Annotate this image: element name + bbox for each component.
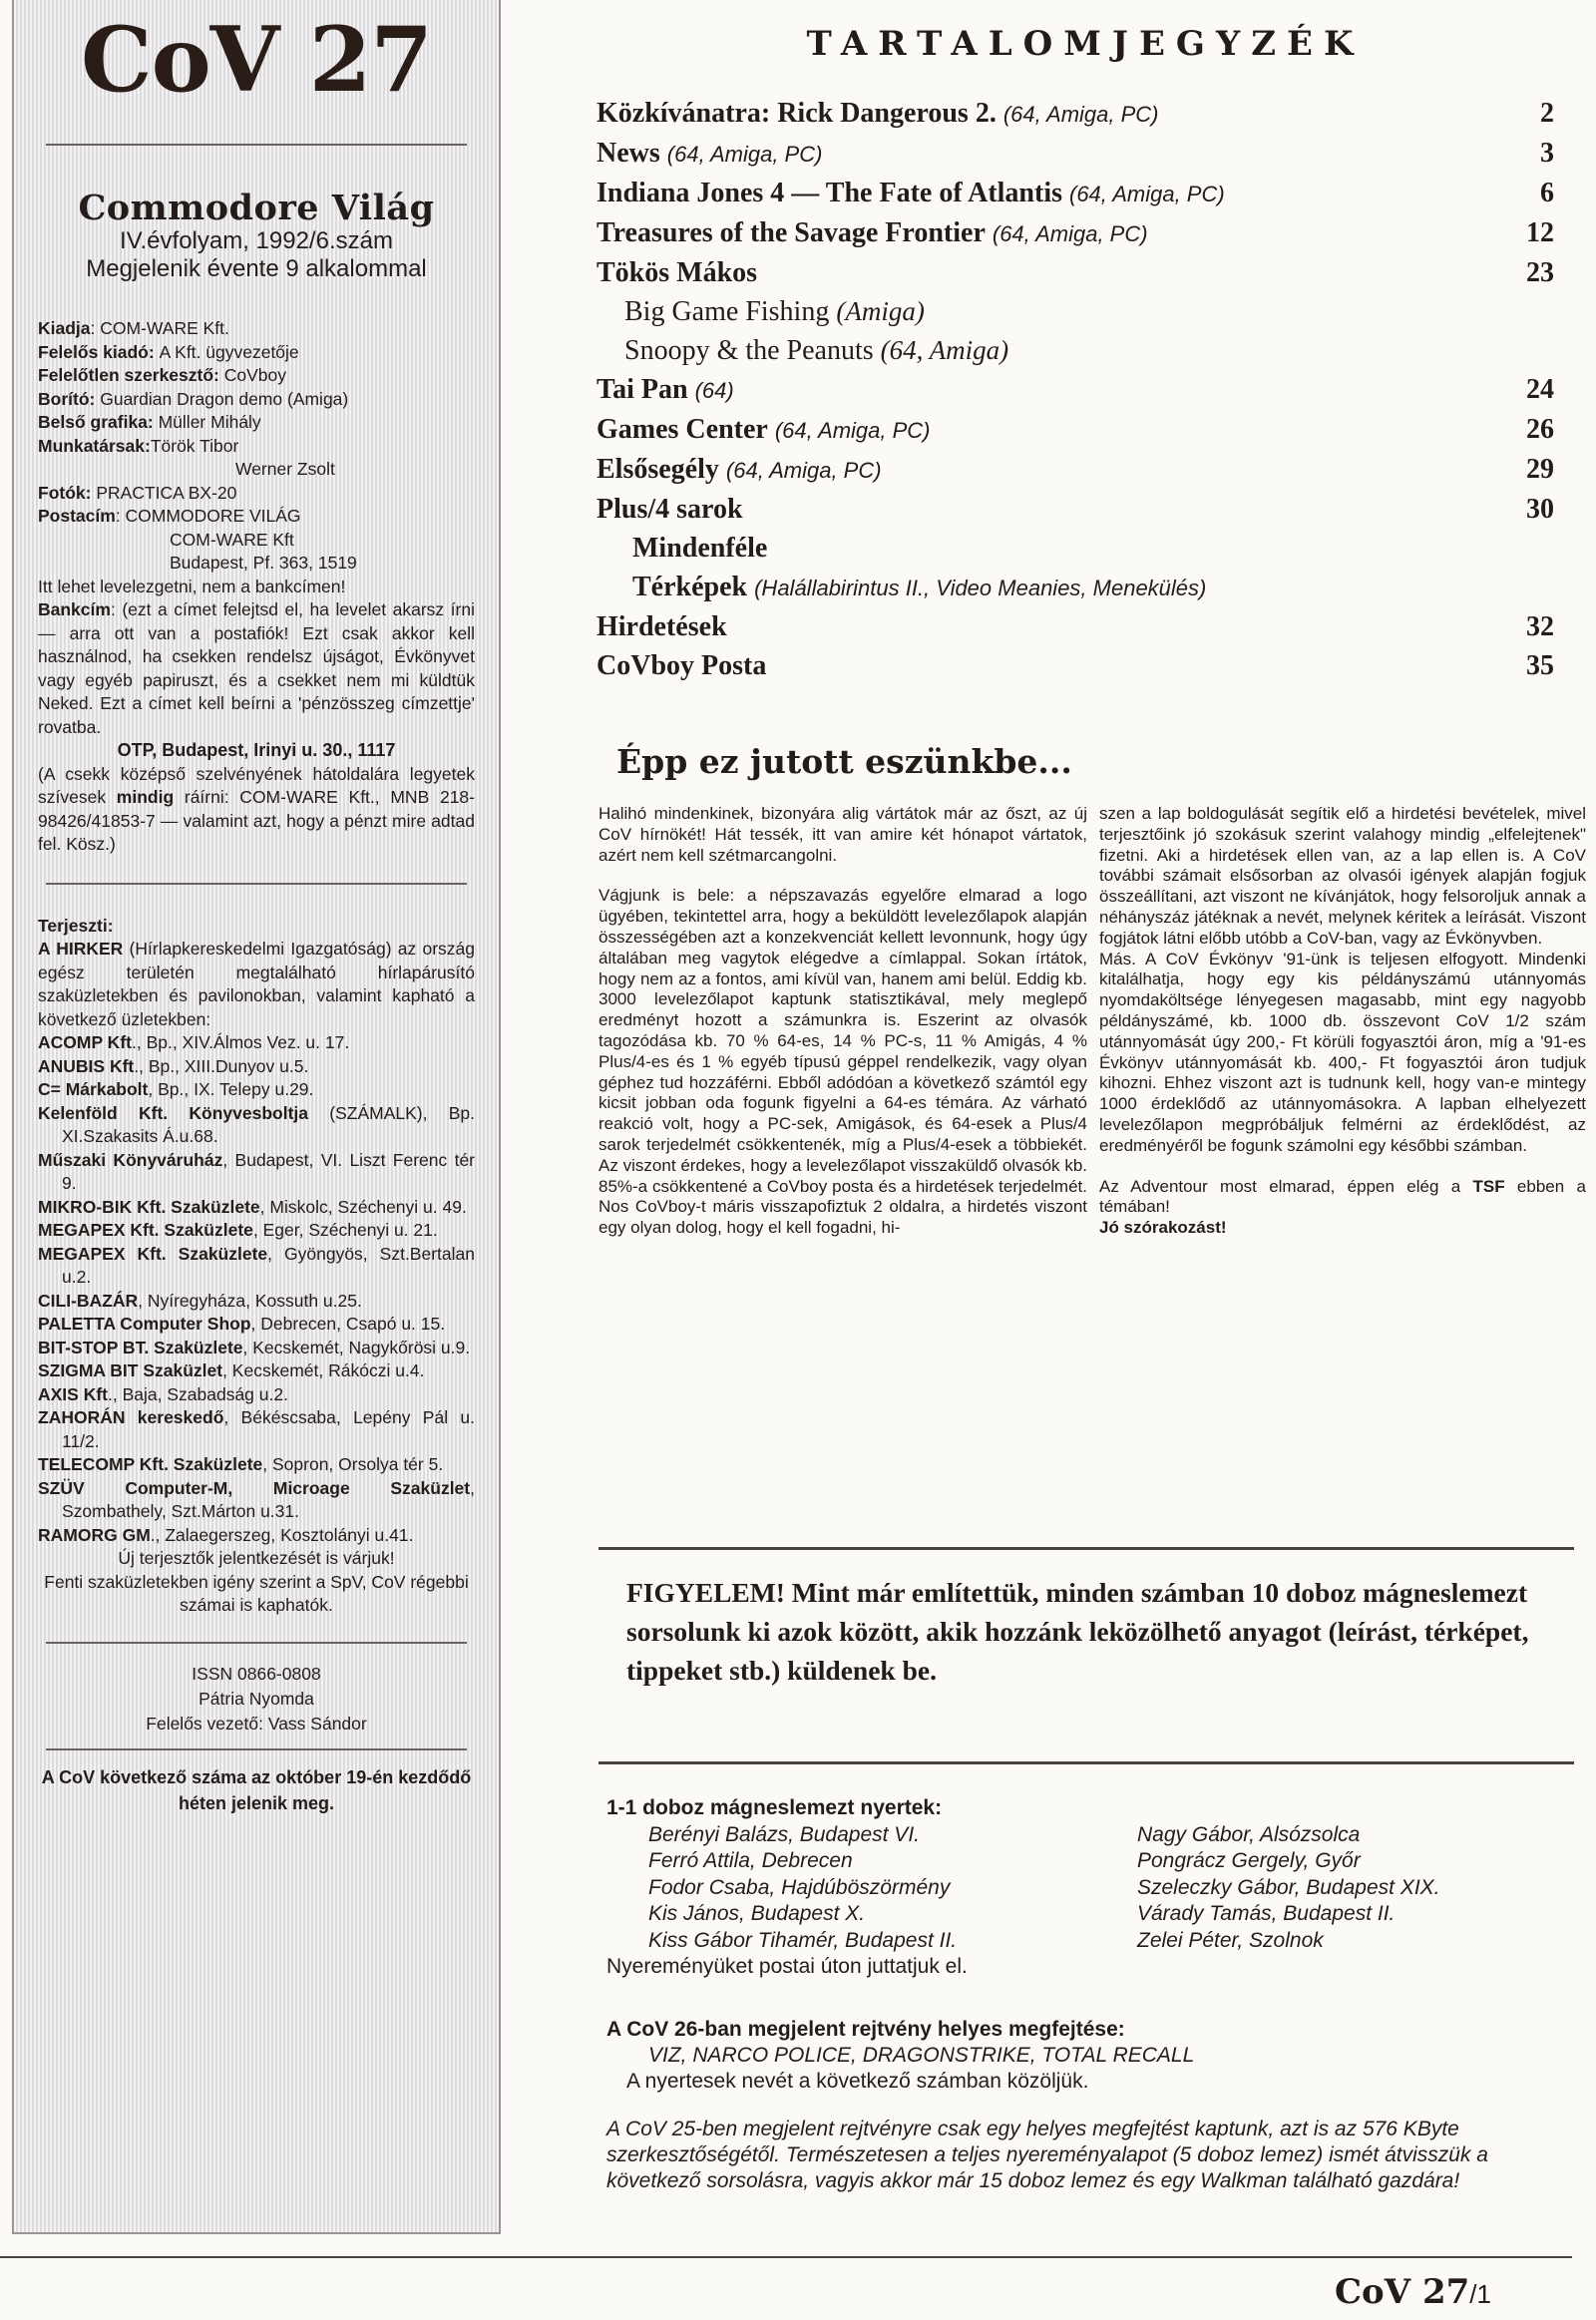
shop-name: SZÜV Computer-M, Microage Szaküzlet bbox=[38, 1477, 471, 1498]
toc-entry-page: 32 bbox=[1526, 611, 1554, 642]
divider bbox=[598, 1761, 1574, 1764]
winner-name: Kis János, Budapest X. bbox=[648, 1902, 866, 1925]
print-manager: Felelős vezető: Vass Sándor bbox=[146, 1713, 367, 1734]
editorial-title: Épp ez jutott eszünkbe... bbox=[616, 742, 1072, 781]
editorial-paragraph: Halihó mindenkinek, bizonyára alig vártátok már az őszt, az új CoV hírnökét! Hát tessék, itt van amire két hónapot vártatok, azért nem kell szétmarcangolni. bbox=[598, 804, 1087, 865]
shop-name: MIKRO-BIK Kft. Szaküzlete bbox=[38, 1196, 260, 1217]
shop-name: BIT-STOP BT. Szaküzlete bbox=[38, 1337, 243, 1357]
toc-entry[interactable] bbox=[597, 370, 1554, 410]
toc-entry-platforms: (Halállabirintus II., Video Meanies, Menekülés) bbox=[754, 576, 1207, 600]
shop-entry bbox=[38, 1359, 475, 1383]
credit-label: Belső grafika: bbox=[38, 412, 154, 432]
credits-block bbox=[38, 317, 475, 576]
shop-name: AXIS Kft bbox=[38, 1383, 108, 1404]
toc-entry-title: Snoopy & the Peanuts bbox=[624, 335, 874, 366]
toc-entry-page: 26 bbox=[1526, 414, 1554, 445]
toc-entry-title: Mindenféle bbox=[632, 533, 768, 564]
shop-entry bbox=[38, 1219, 475, 1243]
winners-footer: Nyereményüket postai úton juttatjuk el. bbox=[606, 1955, 968, 1978]
divider bbox=[46, 1748, 467, 1750]
editorial-paragraph: Vágjunk is bele: a népszavazás egyelőre elmarad a logo ügyében, tekintettel arra, hogy a beküldött levelezőlapok alapján összességében azt a konzekvenciát kellett levonnunk, hogy úgy általában meg vagytok elégedve a címlappal. Sokan írtátok, hogy nem az a fontos, ami kívül van, hanem ami belül. Eddig kb. 3000 levelezőlapot kaptunk statisztikával, mely meglepő eredményt hozott a számunkra is. Eszerint az olvasók tagozódása kb. 70 % 64-es, 14 % PC-s, 11 % Amigás, 4 % Plus/4-es és 1 % egyéb típusú géppel rendelkezik, vagy olyan géphez tud hozzáférni. Ebből adódóan a következő számtól egy kicsit jobban oda fogunk figyelni a 64-es témára. Az várható reakció volt, hogy a PC-sek, Amigások, és 64-esek a Plus/4 sarok terjedelmét csökkentenék, míg a Plus/4-esek a többiekét. Az viszont érdekes, hogy a levelezőlapot visszaküldő olvasók kb. 85%-a csökkentené a CoVboy posta és a hirdetések terjedelmét. Nos CoVboy-t máris visszapofiztuk 2 oldalra, a hirdetés viszont egy olyan dolog, hogy el kell fogadni, hi- bbox=[598, 886, 1087, 1238]
toc-entry-platforms: (64, Amiga, PC) bbox=[992, 221, 1148, 246]
shop-address: , Gyöngyös, Szt.Bertalan u.2. bbox=[62, 1243, 475, 1287]
shop-entry bbox=[38, 1243, 475, 1290]
winner-name: Pongrácz Gergely, Győr bbox=[1137, 1849, 1361, 1872]
winners-list bbox=[606, 1822, 1584, 1955]
shop-address: , Sopron, Orsolya tér 5. bbox=[262, 1454, 444, 1474]
shop-name: Kelenföld Kft. Könyvesboltja bbox=[38, 1102, 309, 1123]
postal-address-line: COMMODORE VILÁG bbox=[125, 506, 301, 526]
toc-entry-title: CoVboy Posta bbox=[597, 650, 767, 681]
winners-section bbox=[606, 1795, 1584, 1981]
shop-entry bbox=[38, 1313, 475, 1337]
toc-entry[interactable] bbox=[597, 253, 1554, 292]
credit-label: Felelős kiadó: bbox=[38, 341, 155, 362]
puzzle-section bbox=[606, 2017, 1584, 2095]
cov25-puzzle-note: A CoV 25-ben megjelent rejtvényre csak egy helyes megfejtést kaptunk, azt is az 576 KByte szerkesztőségétől. Természetesen a teljes nyereményalapot (5 doboz lemez) ismét átvisszük a következő sorsolásra, vagyis akkor már 15 doboz lemez és egy Walkman található gazdára! bbox=[606, 2118, 1488, 2192]
next-issue-notice: A CoV következő száma az október 19-én kezdődő héten jelenik meg. bbox=[41, 1766, 472, 1813]
masthead-sidebar bbox=[12, 0, 501, 2234]
toc-entry[interactable] bbox=[597, 568, 1554, 607]
toc-entry-page: 12 bbox=[1526, 217, 1554, 248]
shop-entry bbox=[38, 1406, 475, 1453]
credit-row bbox=[38, 411, 475, 435]
bank-label: Bankcím bbox=[38, 599, 111, 619]
puzzle-note: A nyertesek nevét a következő számban közöljük. bbox=[626, 2070, 1089, 2093]
toc-entry[interactable] bbox=[597, 213, 1554, 253]
credit-row bbox=[38, 364, 475, 388]
shop-entry bbox=[38, 1337, 475, 1360]
divider bbox=[46, 1642, 467, 1644]
shop-entry bbox=[38, 1102, 475, 1149]
shop-name: ZAHORÁN kereskedő bbox=[38, 1407, 224, 1427]
toc-title: TARTALOMJEGYZÉK bbox=[806, 24, 1365, 64]
toc-entry-platforms: (64, Amiga, PC) bbox=[774, 418, 931, 443]
divider bbox=[46, 144, 467, 146]
shop-entry bbox=[38, 1031, 475, 1055]
winner-name: Nagy Gábor, Alsózsolca bbox=[1137, 1822, 1361, 1846]
winners-heading: 1-1 doboz mágneslemezt nyertek: bbox=[606, 1796, 943, 1819]
credit-label: Felelőtlen szerkesztő: bbox=[38, 365, 219, 385]
distribution-block bbox=[38, 915, 475, 1618]
page-number: /1 bbox=[1469, 2279, 1491, 2309]
footer-issue: CoV 27 bbox=[1335, 2272, 1470, 2312]
bank-address: OTP, Budapest, Irinyi u. 30., 1117 bbox=[117, 740, 396, 760]
shop-entry bbox=[38, 1477, 475, 1524]
winner-name: Fodor Csaba, Hajdúböszörmény bbox=[648, 1875, 951, 1899]
shop-address: ., Bp., XIV.Álmos Vez. u. 17. bbox=[131, 1032, 350, 1052]
toc-entry[interactable] bbox=[597, 134, 1554, 174]
shop-entry bbox=[38, 1055, 475, 1079]
printer: Pátria Nyomda bbox=[199, 1688, 314, 1709]
shop-address: , Nyíregyháza, Kossuth u.25. bbox=[138, 1290, 362, 1311]
credit-label: Borító: bbox=[38, 388, 96, 409]
toc-entry[interactable] bbox=[597, 94, 1554, 134]
shop-address: , Budapest, VI. Liszt Ferenc tér 9. bbox=[62, 1149, 476, 1193]
toc-entry[interactable] bbox=[597, 529, 1554, 568]
toc-entry[interactable] bbox=[597, 174, 1554, 213]
page-footer bbox=[1335, 2272, 1491, 2312]
toc-entry[interactable] bbox=[597, 490, 1554, 529]
check-instructions: (A csekk középső szelvényének hátoldalára legyetek szívesek mindig ráírni: COM-WARE Kft., MNB 218-98426/41853-7 — valamint azt, hogy a pénzt mire adtad fel. Kösz.) bbox=[38, 763, 475, 854]
toc-entry-platforms: (64, Amiga, PC) bbox=[1069, 182, 1225, 206]
toc-entry-title: Big Game Fishing bbox=[624, 296, 830, 327]
contest-notice: FIGYELEM! Mint már említettük, minden számban 10 doboz mágneslemezt sorsolunk ki azok között, akik hozzánk leközölhető anyagot (leírást, térképet, tippeket stb.) küldenek be. bbox=[626, 1577, 1529, 1686]
toc-entry[interactable] bbox=[597, 410, 1554, 450]
shop-address: ., Baja, Szabadság u.2. bbox=[108, 1383, 288, 1404]
shop-name: ACOMP Kft bbox=[38, 1032, 132, 1052]
shop-list bbox=[38, 1031, 475, 1547]
editorial-paragraph: Más. A CoV Évkönyv '91-ünk is teljesen elfogyott. Mindenki kitalálhatja, hogy egy kis példányszámú utánnyomás nyomdaköltsége lényegesen magasabb, mint egy nagyobb példányszámé, kb. 1000 db. összevont CoV 1/2 szám utánnyomását úgy 200,- Ft körüli fogyasztói áron, míg a '91-es Évkönyv utánnyomását kb. 400,- Ft fogyasztói áron tudjuk kihozni. Ehhez viszont azt is tudnunk kell, hogy van-e mintegy 1000 érdeklődő az utánnyomásokra. A lapban elhelyezett levelezőlapon megpróbáljuk felmérni az érdeklődést, az eredményéről be fogunk számolni egy későbbi számban. bbox=[1099, 949, 1586, 1155]
shop-entry bbox=[38, 1524, 475, 1548]
distribution-outro: Fenti szaküzletekben igény szerint a SpV, CoV régebbi számai is kaphatók. bbox=[44, 1571, 469, 1615]
shop-entry bbox=[38, 1453, 475, 1477]
shop-name: C= Márkabolt bbox=[38, 1079, 149, 1099]
adventour-note: Az Adventour most elmarad, éppen elég a TSF ebben a témában! bbox=[1099, 1176, 1586, 1217]
divider bbox=[598, 1547, 1574, 1550]
toc-entry-title: Elsősegély bbox=[597, 454, 719, 485]
toc-entry-page: 29 bbox=[1526, 454, 1554, 485]
credit-label: Fotók: bbox=[38, 482, 92, 503]
editorial-paragraph: szen a lap boldogulását segítik elő a hirdetési bevételek, mivel terjesztőink jó szokásuk szerint valahogy mindig „elfelejtenek" fizetni. Aki a hirdetések ellen van, az a lap ellen is. A CoV további számait elsősorban az olvasói igények alapján fogjuk összeállítani, azt viszont ne kívánjátok, hogy felsoroljuk annak a néhányszáz játéknak a nevét, melynek kéritek a leírását. Viszont fogjátok látni előbb utóbb a CoV-ban, vagy az Évkönyvben. bbox=[1099, 804, 1586, 948]
toc-list bbox=[597, 94, 1554, 685]
winner-name: Berényi Balázs, Budapest VI. bbox=[648, 1822, 920, 1846]
distribution-label: Terjeszti: bbox=[38, 915, 114, 936]
credit-value: Guardian Dragon demo (Amiga) bbox=[100, 388, 349, 409]
toc-entry-title: Tökös Mákos bbox=[597, 257, 758, 288]
credit-value: COM-WARE Kft. bbox=[100, 318, 229, 338]
bank-info: Bankcím: (ezt a címet felejtsd el, ha levelet akarsz írni — arra ott van a postafiók! Ezt csak akkor kell használnod, ha csekken rendelsz újságot, Évkönyvet vagy egyéb papiruszt, és a csekket nem mi küldtük Neked. Ezt a címet kell beírni a 'pénzösszeg címzettje' rovatba. bbox=[38, 599, 475, 737]
toc-entry[interactable] bbox=[597, 450, 1554, 490]
toc-entry-title: Közkívánatra: Rick Dangerous 2. bbox=[597, 98, 997, 129]
shop-name: MEGAPEX Kft. Szaküzlete bbox=[38, 1220, 253, 1240]
table-of-contents bbox=[597, 24, 1554, 685]
shop-address: , Szombathely, Szt.Márton u.31. bbox=[62, 1477, 475, 1521]
puzzle-answer: VIZ, NARCO POLICE, DRAGONSTRIKE, TOTAL RECALL bbox=[648, 2044, 1195, 2067]
shop-entry bbox=[38, 1149, 475, 1196]
toc-entry-page: 23 bbox=[1526, 257, 1554, 288]
toc-entry-platforms: (64, Amiga, PC) bbox=[1002, 102, 1159, 127]
toc-entry-platforms: (64, Amiga, PC) bbox=[666, 142, 823, 167]
credit-row: Postacím : COMMODORE VILÁG bbox=[38, 505, 475, 529]
credit-value: A Kft. ügyvezetője bbox=[159, 341, 299, 362]
toc-entry[interactable] bbox=[597, 607, 1554, 646]
magazine-issue-title: CoV 27 bbox=[80, 7, 433, 113]
shop-address: , Békéscsaba, Lepény Pál u. 11/2. bbox=[62, 1407, 475, 1451]
editorial-column-1 bbox=[598, 804, 1087, 1239]
shop-entry bbox=[38, 1290, 475, 1314]
shop-name: MEGAPEX Kft. Szaküzlete bbox=[38, 1243, 268, 1264]
frequency-info: Megjelenik évente 9 alkalommal bbox=[86, 255, 427, 282]
credit-value: Müller Mihály bbox=[158, 412, 261, 432]
toc-entry-page: 2 bbox=[1540, 98, 1554, 129]
postal-address-line: Budapest, Pf. 363, 1519 bbox=[170, 553, 357, 573]
distribution-outro: Új terjesztők jelentkezését is várjuk! bbox=[118, 1548, 395, 1568]
winner-name: Várady Tamás, Budapest II. bbox=[1137, 1902, 1396, 1925]
shop-address: , Bp., IX. Telepy u.29. bbox=[148, 1079, 314, 1099]
toc-entry-page: 6 bbox=[1540, 178, 1554, 208]
toc-entry[interactable] bbox=[597, 292, 1554, 331]
winner-name: Kiss Gábor Tihamér, Budapest II. bbox=[648, 1928, 958, 1952]
credit-label: Postacím bbox=[38, 506, 116, 526]
shop-name: TELECOMP Kft. Szaküzlete bbox=[38, 1454, 263, 1474]
distribution-intro: A HIRKER (Hírlapkereskedelmi Igazgatóság) az ország egész területén megtalálható hírlapárusító szaküzletekben és pavilonokban, valamint kapható a következő üzletekben: bbox=[38, 939, 476, 1029]
shop-name: PALETTA Computer Shop bbox=[38, 1314, 251, 1334]
editorial-column-2 bbox=[1099, 804, 1586, 1239]
volume-info: IV.évfolyam, 1992/6.szám bbox=[120, 227, 393, 254]
toc-entry-title: Térképek bbox=[632, 572, 748, 602]
toc-entry-platforms: (Amiga) bbox=[836, 296, 925, 326]
credit-value: Török Tibor bbox=[150, 435, 239, 456]
shop-name: RAMORG GM bbox=[38, 1524, 151, 1545]
divider bbox=[0, 2256, 1572, 2258]
winner-name: Zelei Péter, Szolnok bbox=[1137, 1928, 1324, 1952]
toc-entry-platforms: (64) bbox=[694, 378, 734, 403]
credit-value: CoVboy bbox=[223, 365, 287, 385]
shop-address: ., Zalaegerszeg, Kosztolányi u.41. bbox=[150, 1524, 414, 1545]
credit-row bbox=[38, 435, 475, 459]
winner-name: Ferró Attila, Debrecen bbox=[648, 1849, 853, 1872]
toc-entry-title: Treasures of the Savage Frontier bbox=[597, 217, 986, 248]
credit-row bbox=[38, 341, 475, 365]
shop-entry bbox=[38, 1078, 475, 1102]
shop-address: , Miskolc, Széchenyi u. 49. bbox=[259, 1196, 467, 1217]
editorial-signoff: Jó szórakozást! bbox=[1099, 1218, 1227, 1238]
shop-name: Műszaki Könyváruház bbox=[38, 1149, 223, 1170]
postal-address-line: COM-WARE Kft bbox=[170, 529, 294, 550]
credit-label: Munkatársak: bbox=[38, 435, 151, 456]
magazine-brand: Commodore Világ bbox=[78, 188, 435, 228]
toc-entry-platforms: (64, Amiga, PC) bbox=[725, 458, 882, 483]
shop-entry bbox=[38, 1383, 475, 1407]
credit-value-continued: Werner Zsolt bbox=[235, 459, 335, 479]
toc-entry-platforms: (64, Amiga) bbox=[880, 335, 1009, 365]
winner-name: Szeleczky Gábor, Budapest XIX. bbox=[1137, 1875, 1440, 1899]
shop-address: , Eger, Széchenyi u. 21. bbox=[252, 1220, 438, 1240]
shop-address: , Kecskemét, Nagykőrösi u.9. bbox=[242, 1337, 471, 1357]
shop-name: CILI-BAZÁR bbox=[38, 1290, 139, 1311]
puzzle-heading: A CoV 26-ban megjelent rejtvény helyes megfejtése: bbox=[606, 2018, 1125, 2041]
issn: ISSN 0866-0808 bbox=[192, 1663, 321, 1684]
shop-name: SZIGMA BIT Szaküzlet bbox=[38, 1360, 223, 1380]
credit-label: Kiadja bbox=[38, 318, 91, 338]
toc-entry[interactable] bbox=[597, 646, 1554, 685]
toc-entry-page: 35 bbox=[1526, 650, 1554, 681]
toc-entry-title: News bbox=[597, 138, 660, 169]
credit-row: Kiadja : COM-WARE Kft. bbox=[38, 317, 475, 341]
shop-address: (SZÁMALK), Bp. XI.Szakasits Á.u.68. bbox=[62, 1102, 476, 1146]
toc-entry-page: 30 bbox=[1526, 494, 1554, 525]
toc-entry-title: Games Center bbox=[597, 414, 768, 445]
postal-note: Itt lehet levelezgetni, nem a bankcímen! bbox=[38, 576, 346, 596]
toc-entry-title: Tai Pan bbox=[597, 374, 688, 405]
credit-value: PRACTICA BX-20 bbox=[96, 482, 237, 503]
toc-entry-title: Hirdetések bbox=[597, 611, 727, 642]
credit-row bbox=[38, 388, 475, 412]
toc-entry[interactable] bbox=[597, 331, 1554, 370]
shop-address: ., Bp., XIII.Dunyov u.5. bbox=[134, 1055, 309, 1076]
toc-entry-title: Plus/4 sarok bbox=[597, 494, 743, 525]
shop-address: , Kecskemét, Rákóczi u.4. bbox=[222, 1360, 425, 1380]
toc-entry-page: 3 bbox=[1540, 138, 1554, 169]
toc-entry-title: Indiana Jones 4 — The Fate of Atlantis bbox=[597, 178, 1062, 208]
shop-name: ANUBIS Kft bbox=[38, 1055, 135, 1076]
divider bbox=[46, 883, 467, 885]
toc-entry-page: 24 bbox=[1526, 374, 1554, 405]
credit-row bbox=[38, 482, 475, 506]
shop-entry bbox=[38, 1196, 475, 1220]
shop-address: , Debrecen, Csapó u. 15. bbox=[250, 1314, 446, 1334]
